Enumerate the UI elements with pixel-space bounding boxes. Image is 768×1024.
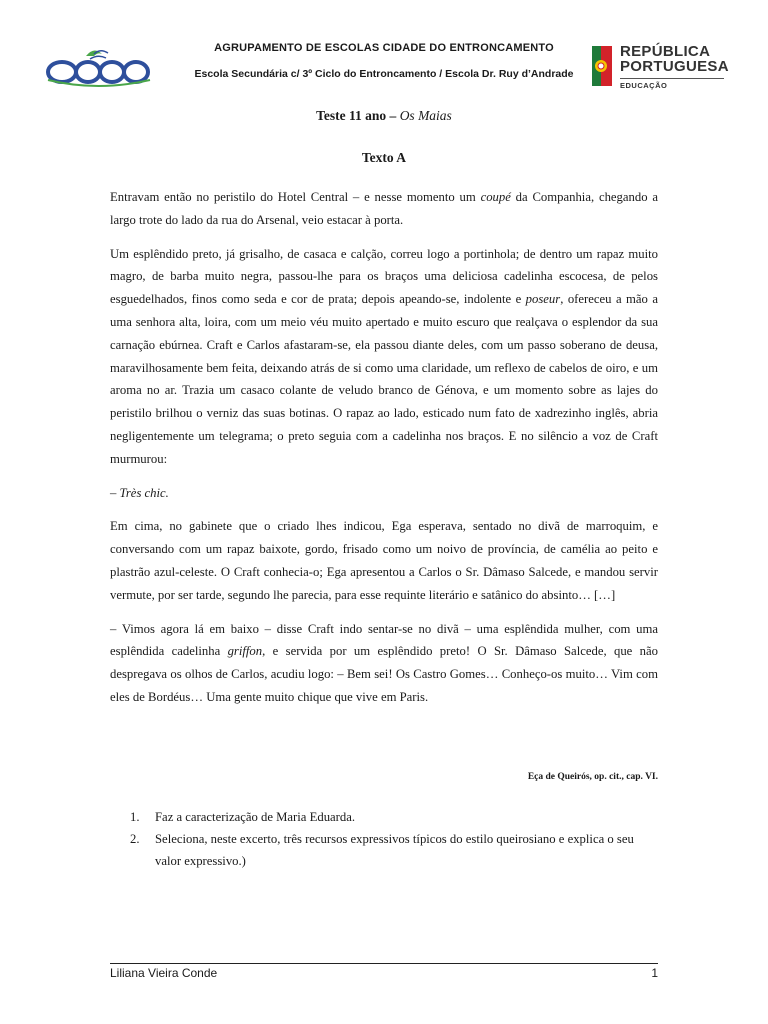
test-title xyxy=(0,108,768,124)
footer-author: Liliana Vieira Conde xyxy=(110,966,218,980)
logo-republica: REPÚBLICA xyxy=(620,43,711,60)
portugal-flag-icon xyxy=(592,46,612,86)
government-logo xyxy=(592,43,729,92)
section-title: Texto A xyxy=(361,150,407,165)
footer-divider xyxy=(110,963,658,964)
excerpt-text xyxy=(110,186,658,720)
logo-portuguesa: PORTUGUESA xyxy=(620,58,729,75)
question-number: 1. xyxy=(130,810,140,824)
test-title-main: Teste 11 ano – xyxy=(316,108,400,123)
paragraph-1: Entravam então no peristilo do Hotel Central – e nesse momento um coupé da Companhia, chegando a largo trote do lado da rua do Arsenal, veio estacar à porta. xyxy=(110,190,658,227)
question-item xyxy=(130,828,660,872)
citation: Eça de Queirós, op. cit., cap. VI. xyxy=(527,772,658,782)
question-number: 2. xyxy=(130,832,140,846)
logo-educacao: EDUCAÇÃO xyxy=(620,81,668,90)
paragraph-3: – Très chic. xyxy=(110,485,169,500)
test-title-work: Os Maias xyxy=(399,108,452,123)
question-item xyxy=(130,806,660,828)
page-number: 1 xyxy=(651,966,658,980)
paragraph-2: Um esplêndido preto, já grisalho, de casaca e calção, correu logo a portinhola; de dentro um rapaz muito magro, de barba muito negra, passou-lhe para os braços uma deliciosa cadelinha escocesa, de pelos esguedelhados, finos como seda e cor de prata; depois apeando-se, indolente e poseur, ofereceu a mão a uma senhora alta, loira, com um meio véu muito apertado e muito escuro que realçava o esplendor da sua carnação ebúrnea. Craft e Carlos afastaram-se, ela passou diante deles, com um passo soberano de deusa, maravilhosamente bem feita, deixando atrás de si como uma claridade, um reflexo de cabelos de oiro, e um aroma no ar. Trazia um casaco colante de veludo branco de Génova, e um momento sobre as lajes do peristilo brilhou o verniz das suas botinas. O rapaz ao lado, esticado num fato de xadrezinho inglês, abria negligentemente um telegrama; o preto seguia com a cadelinha nos braços. E no silêncio a voz de Craft murmurou: xyxy=(110,246,658,466)
question-text: Seleciona, neste excerto, três recursos expressivos típicos do estilo queirosiano e explica o seu valor expressivo.) xyxy=(155,832,634,868)
question-list xyxy=(130,806,660,872)
question-text: Faz a caracterização de Maria Eduarda. xyxy=(155,810,356,824)
paragraph-5: – Vimos agora lá em baixo – disse Craft indo sentar-se no divã – uma esplêndida mulher, com uma esplêndida cadelinha griffon, e servida por um esplêndido preto! O Sr. Dâmaso Salcede, que não despregava os olhos de Carlos, acudiu logo: – Bem sei! Os Castro Gomes… Conheço-os muito… Vim com eles de Bordéus… Uma gente muito chique que vive em Paris. xyxy=(110,621,658,704)
logo-divider xyxy=(620,78,724,79)
school-subtitle: Escola Secundária c/ 3º Ciclo do Entroncamento / Escola Dr. Ruy d’Andrade xyxy=(194,68,574,80)
school-name: AGRUPAMENTO DE ESCOLAS CIDADE DO ENTRONCAMENTO xyxy=(214,42,554,54)
paragraph-4: Em cima, no gabinete que o criado lhes indicou, Ega esperava, sentado no divã de marroquim, e conversando com um rapaz baixote, gordo, frisado como um noivo de província, de camélia ao peito e plastrão azul-celeste. O Craft conhecia-o; Ega apresentou a Carlos o Sr. Dâmaso Salcede, e mandou servir vermute, por ser tarde, segundo lhe parecia, para esse requinte literário e satânico do absinto… […] xyxy=(110,519,658,602)
